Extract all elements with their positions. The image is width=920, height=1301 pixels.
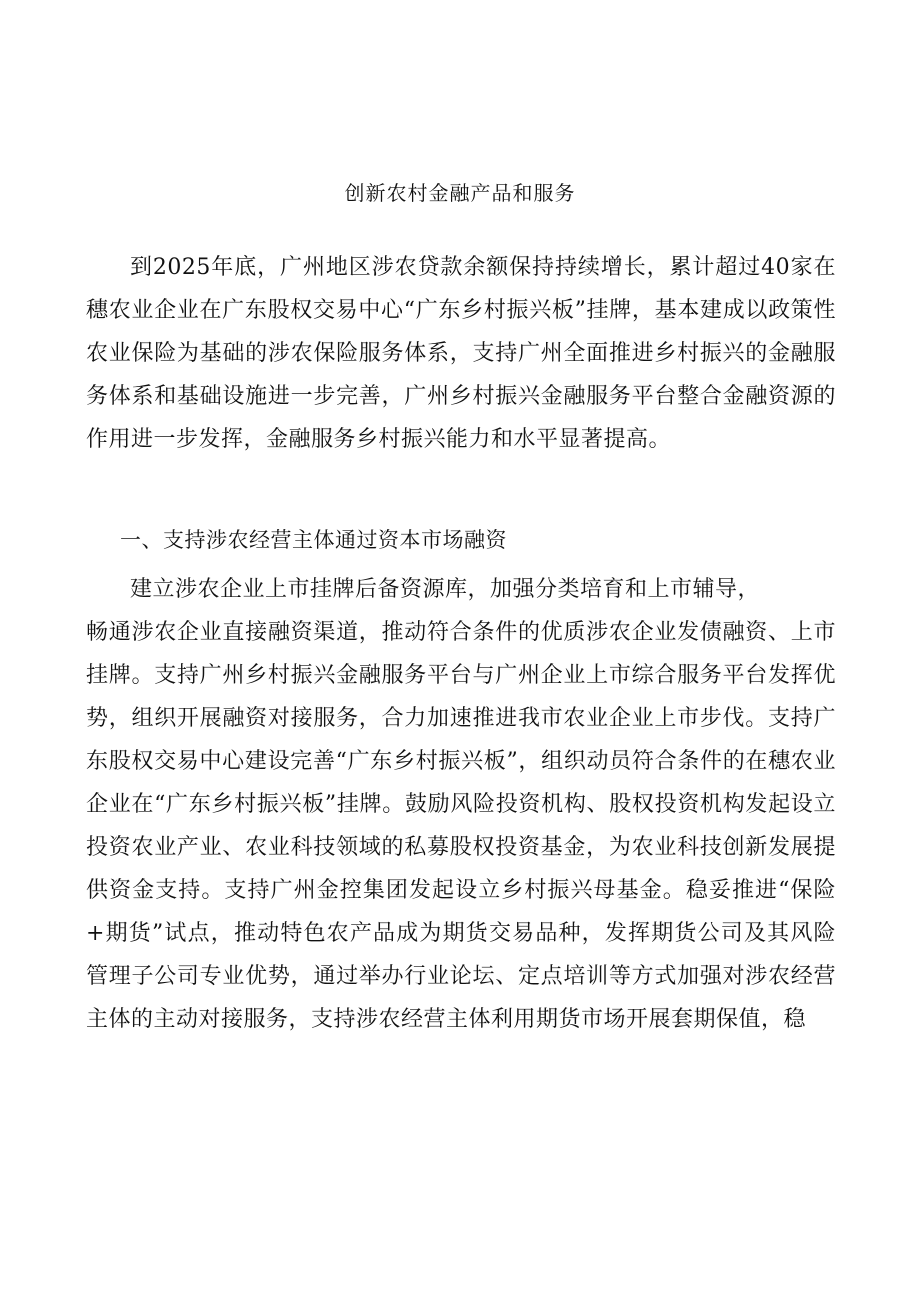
section-heading: 一、支持涉农经营主体通过资本市场融资 <box>120 528 507 552</box>
section-paragraph <box>86 568 836 1041</box>
document-title: 创新农村金融产品和服务 <box>344 181 576 205</box>
section-paragraph-body: 畅通涉农企业直接融资渠道，推动符合条件的优质涉农企业发债融资、上市挂牌。支持广州乡村振兴金融服务平台与广州企业上市综合服务平台发挥优势，组织开展融资对接服务，合力加速推进我市农业企业上市步伐。支持广东股权交易中心建设完善“广东乡村振兴板”，组织动员符合条件的在穗农业企业在“广东乡村振兴板”挂牌。鼓励风险投资机构、股权投资机构发起设立投资农业产业、农业科技领域的私募股权投资基金，为农业科技创新发展提供资金支持。支持广州金控集团发起设立乡村振兴母基金。稳妥推进“保险+期货”试点，推动特色农产品成为期货交易品种，发挥期货公司及其风险管理子公司专业优势，通过举办行业论坛、定点培训等方式加强对涉农经营主体的主动对接服务，支持涉农经营主体利用期货市场开展套期保值，稳 <box>86 620 836 1032</box>
intro-paragraph: 到2025年底，广州地区涉农贷款余额保持持续增长，累计超过40家在穗农业企业在广东股权交易中心“广东乡村振兴板”挂牌，基本建成以政策性农业保险为基础的涉农保险服务体系，支持广州全面推进乡村振兴的金融服务体系和基础设施进一步完善，广州乡村振兴金融服务平台整合金融资源的作用进一步发挥，金融服务乡村振兴能力和水平显著提高。 <box>86 255 836 452</box>
section-paragraph-first-line: 建立涉农企业上市挂牌后备资源库，加强分类培育和上市辅导， <box>130 577 761 602</box>
